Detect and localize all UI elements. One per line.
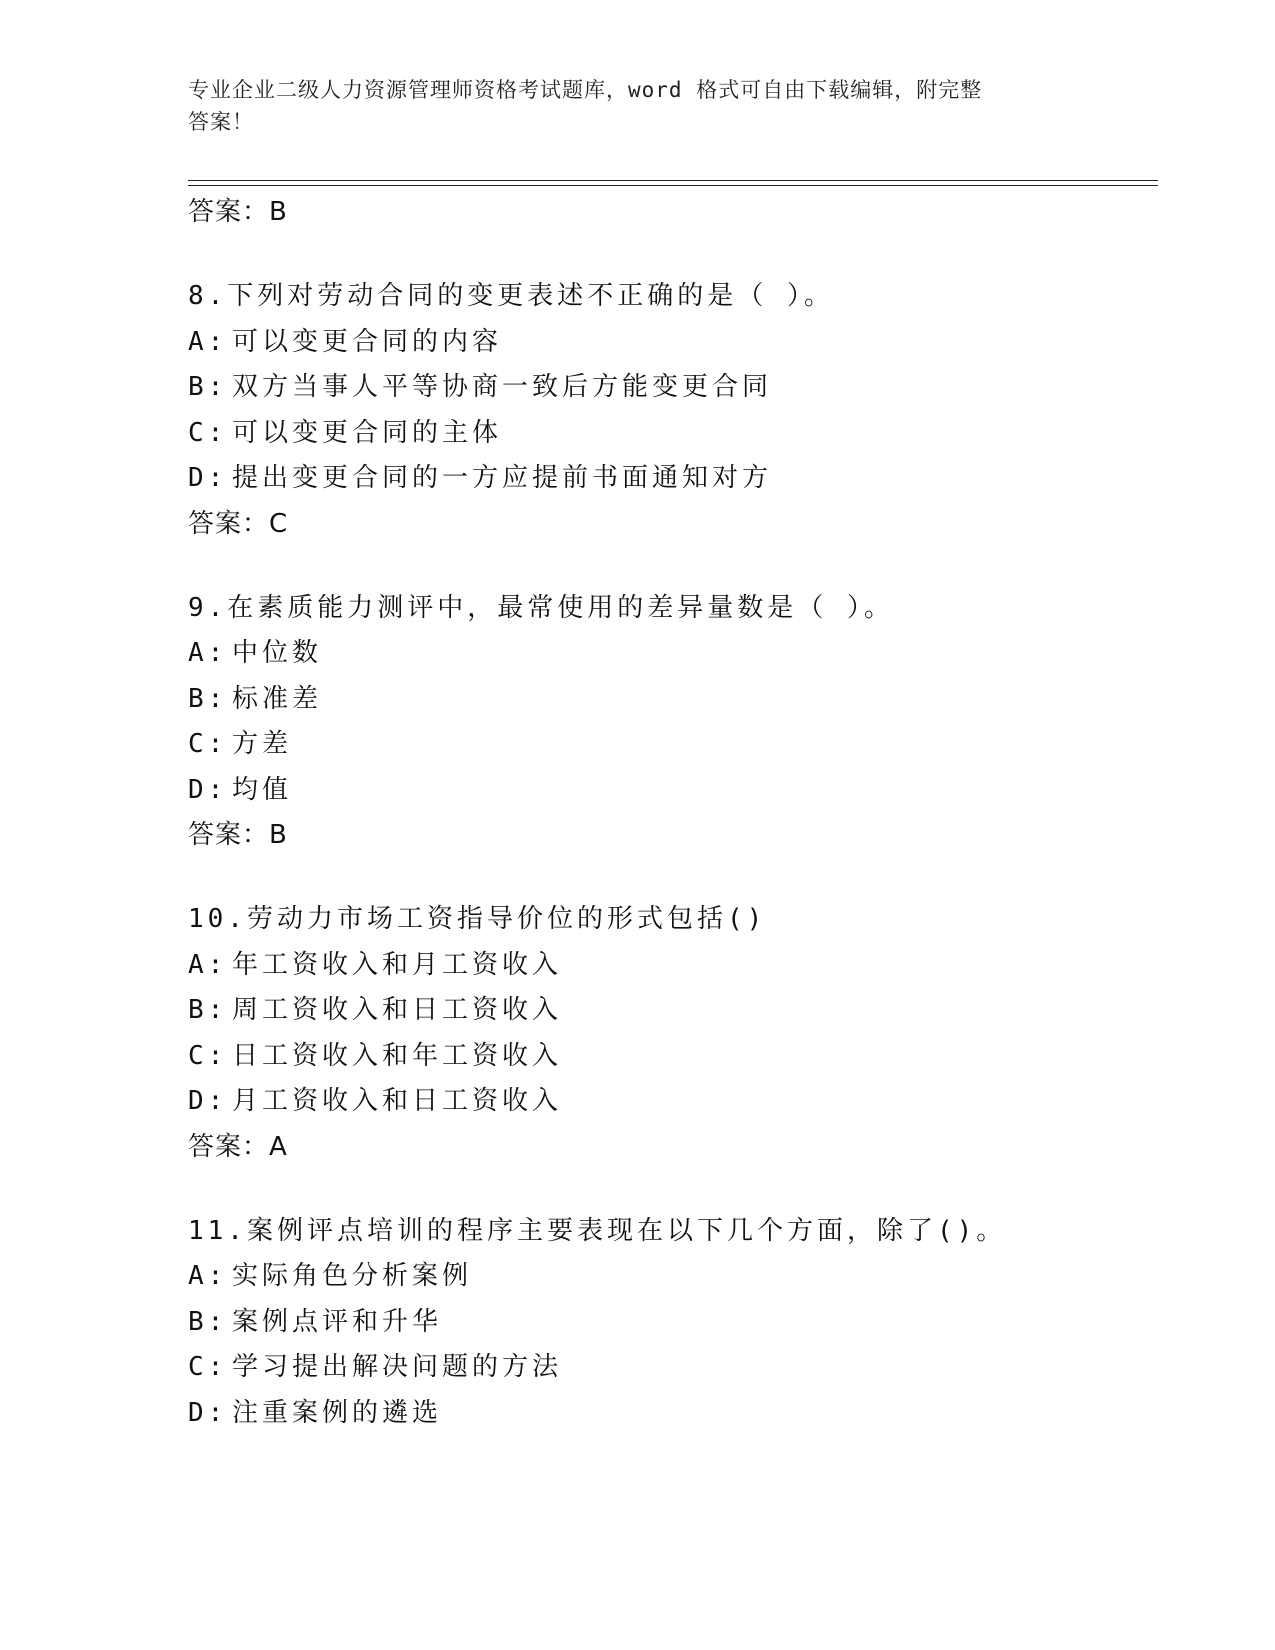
option-text: 实际角色分析案例 (232, 1261, 473, 1291)
option-key: C: (188, 1040, 228, 1071)
option-key: B: (188, 995, 228, 1025)
option-d (188, 456, 1148, 502)
header-line-2: 答案！ (188, 110, 254, 134)
option-b (188, 988, 1148, 1034)
option-c (188, 1345, 1148, 1391)
option-c (188, 411, 1148, 457)
option-text: 日工资收入和年工资收入 (232, 1040, 563, 1071)
option-a (188, 943, 1148, 989)
option-key: A: (188, 1261, 228, 1291)
question-stem: 8.下列对劳动合同的变更表述不正确的是（ ）。 (188, 281, 834, 311)
option-key: A: (188, 638, 228, 668)
answer-line: 答案：B (188, 197, 288, 227)
option-text: 中位数 (232, 638, 323, 668)
option-key: A: (188, 949, 228, 980)
option-text: 案例点评和升华 (232, 1306, 443, 1337)
header-divider-bottom (188, 185, 1158, 186)
question-item (188, 586, 1148, 858)
option-key: D: (188, 774, 228, 805)
option-b (188, 365, 1148, 411)
option-d (188, 1079, 1148, 1125)
option-a (188, 1254, 1148, 1300)
option-key: D: (188, 463, 228, 493)
option-text: 周工资收入和日工资收入 (232, 995, 563, 1025)
option-text: 标准差 (232, 683, 323, 714)
question-list (188, 190, 1148, 1436)
answer-line: 答案：A (188, 1131, 288, 1162)
question-item (188, 274, 1148, 546)
option-key: B: (188, 1306, 228, 1337)
option-key: B: (188, 683, 228, 714)
option-key: D: (188, 1397, 228, 1428)
question-item (188, 897, 1148, 1169)
option-text: 均值 (232, 774, 293, 805)
option-text: 月工资收入和日工资收入 (232, 1086, 563, 1116)
option-text: 注重案例的遴选 (232, 1397, 443, 1428)
option-text: 可以变更合同的主体 (232, 417, 503, 448)
option-d (188, 1391, 1148, 1437)
option-text: 提出变更合同的一方应提前书面通知对方 (232, 463, 773, 493)
option-text: 方差 (232, 729, 293, 759)
answer-line: 答案：C (188, 508, 289, 539)
option-key: C: (188, 417, 228, 448)
option-text: 学习提出解决问题的方法 (232, 1352, 563, 1382)
question-item (188, 1209, 1148, 1437)
option-key: D: (188, 1086, 228, 1116)
option-a (188, 631, 1148, 677)
option-c (188, 722, 1148, 768)
option-text: 年工资收入和月工资收入 (232, 949, 563, 980)
header-divider-top (188, 180, 1158, 181)
answer-line: 答案：B (188, 820, 288, 850)
option-d (188, 768, 1148, 814)
question-stem: 9.在素质能力测评中，最常使用的差异量数是（ ）。 (188, 592, 894, 623)
header-line-1: 专业企业二级人力资源管理师资格考试题库，word 格式可自由下载编辑，附完整 (188, 78, 983, 102)
option-text: 可以变更合同的内容 (232, 326, 503, 357)
option-key: B: (188, 372, 228, 402)
option-a (188, 320, 1148, 366)
document-header (188, 74, 1068, 138)
option-b (188, 1300, 1148, 1346)
question-stem: 11.案例评点培训的程序主要表现在以下几个方面，除了()。 (188, 1215, 1007, 1246)
option-key: C: (188, 1352, 228, 1382)
option-key: C: (188, 729, 228, 759)
question-stem: 10.劳动力市场工资指导价位的形式包括() (188, 904, 767, 934)
option-text: 双方当事人平等协商一致后方能变更合同 (232, 372, 773, 402)
option-key: A: (188, 326, 228, 357)
option-c (188, 1034, 1148, 1080)
option-b (188, 677, 1148, 723)
